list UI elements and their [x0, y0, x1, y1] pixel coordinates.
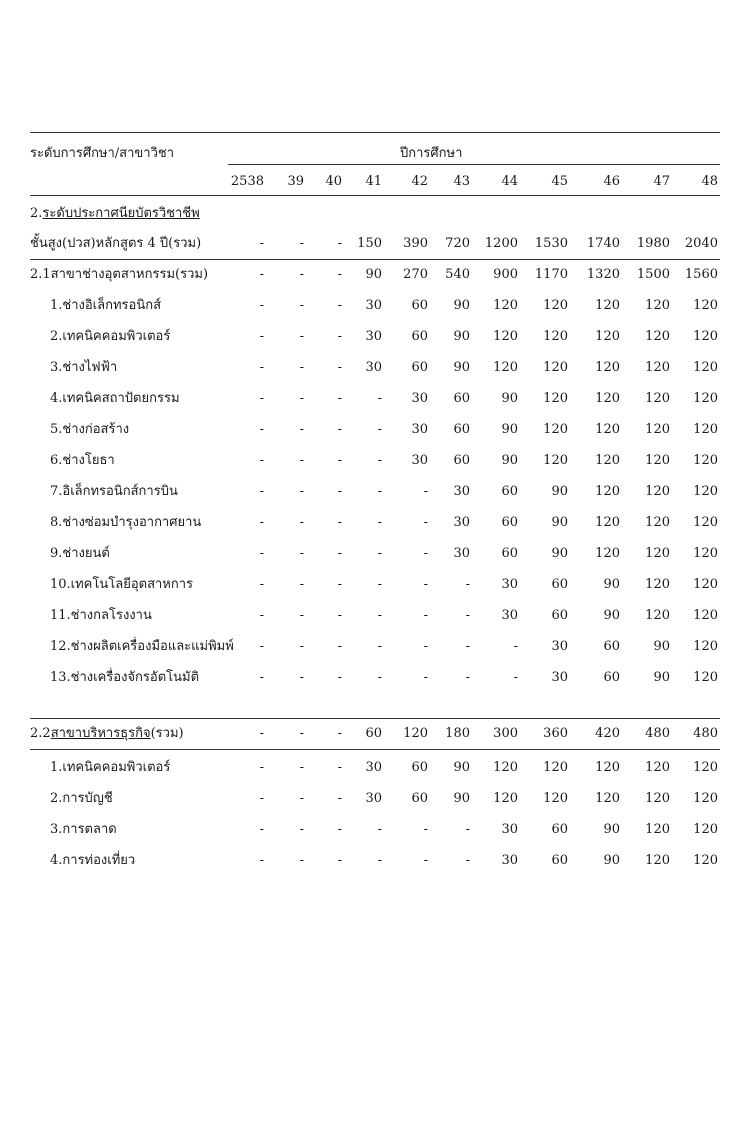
- table-cell: -: [259, 726, 264, 741]
- table-cell: 120: [543, 329, 568, 344]
- table-cell: 1500: [636, 267, 670, 282]
- table-cell: 120: [693, 577, 718, 592]
- row-label: 10.เทคโนโลยีอุตสาหการ: [50, 577, 194, 592]
- table-cell: -: [377, 608, 382, 623]
- row-label: 2.1สาขาช่างอุตสาหกรรม(รวม): [30, 267, 209, 282]
- year-header: 2538: [230, 174, 264, 189]
- table-cell: 120: [543, 760, 568, 775]
- table-cell: 120: [645, 791, 670, 806]
- table-cell: 60: [501, 546, 518, 561]
- table-cell: -: [377, 853, 382, 868]
- row-label: 9.ช่างยนต์: [50, 546, 110, 561]
- row-label: 8.ช่างซ่อมบำรุงอากาศยาน: [50, 515, 202, 530]
- row-label: ชั้นสูง(ปวส)หลักสูตร 4 ปี(รวม): [30, 236, 202, 251]
- table-cell: 120: [645, 298, 670, 313]
- table-cell: 120: [493, 360, 518, 375]
- table-cell: 1320: [586, 267, 620, 282]
- table-cell: -: [299, 329, 304, 344]
- table-cell: 90: [453, 791, 470, 806]
- year-header: 41: [365, 174, 382, 189]
- table-cell: -: [337, 298, 342, 313]
- table-cell: 120: [645, 608, 670, 623]
- left-title: ระดับการศึกษา/สาขาวิชา: [30, 146, 175, 161]
- table-cell: 30: [453, 515, 470, 530]
- table-cell: 60: [411, 760, 428, 775]
- table-cell: 90: [603, 608, 620, 623]
- table-cell: 120: [595, 391, 620, 406]
- table-cell: 90: [453, 298, 470, 313]
- table-cell: -: [259, 391, 264, 406]
- year-rule: [228, 164, 720, 165]
- table-cell: -: [423, 546, 428, 561]
- table-cell: -: [337, 360, 342, 375]
- row-label: 1.เทคนิคคอมพิวเตอร์: [50, 760, 171, 775]
- table-cell: 180: [445, 726, 470, 741]
- table-cell: -: [377, 670, 382, 685]
- table-cell: 1200: [484, 236, 518, 251]
- table-cell: -: [299, 546, 304, 561]
- table-cell: 30: [365, 329, 382, 344]
- table-cell: 90: [653, 670, 670, 685]
- table-cell: 60: [551, 853, 568, 868]
- table-cell: -: [299, 726, 304, 741]
- table-cell: 120: [595, 360, 620, 375]
- table-cell: -: [299, 670, 304, 685]
- table-cell: -: [299, 360, 304, 375]
- table-cell: 1980: [636, 236, 670, 251]
- table-cell: 30: [411, 391, 428, 406]
- table-cell: -: [259, 329, 264, 344]
- table-cell: -: [259, 791, 264, 806]
- table-cell: 120: [493, 791, 518, 806]
- table-cell: 60: [453, 453, 470, 468]
- year-header: 44: [501, 174, 518, 189]
- table-cell: -: [259, 639, 264, 654]
- table-cell: 60: [551, 822, 568, 837]
- table-cell: -: [259, 546, 264, 561]
- row-label: 7.อิเล็กทรอนิกส์การบิน: [50, 484, 178, 499]
- table-cell: 120: [543, 391, 568, 406]
- table-cell: -: [423, 853, 428, 868]
- table-cell: 30: [365, 760, 382, 775]
- table-cell: 120: [693, 515, 718, 530]
- table-cell: 120: [595, 484, 620, 499]
- table-cell: 120: [645, 853, 670, 868]
- table-cell: 60: [411, 329, 428, 344]
- table-cell: -: [299, 267, 304, 282]
- table-cell: -: [423, 608, 428, 623]
- table-cell: 30: [411, 422, 428, 437]
- table-cell: 120: [645, 391, 670, 406]
- table-cell: 120: [693, 546, 718, 561]
- table-cell: -: [423, 822, 428, 837]
- table-cell: -: [299, 236, 304, 251]
- table-cell: -: [337, 267, 342, 282]
- section-title: [30, 206, 200, 222]
- table-cell: 120: [693, 853, 718, 868]
- section-22-suffix: (รวม): [150, 726, 184, 741]
- table-cell: 120: [543, 422, 568, 437]
- table-cell: -: [259, 853, 264, 868]
- table-cell: 120: [493, 329, 518, 344]
- table-cell: -: [299, 608, 304, 623]
- table-cell: 120: [693, 422, 718, 437]
- table-cell: -: [337, 726, 342, 741]
- section-22-bottom-rule: [30, 749, 720, 750]
- table-cell: -: [299, 791, 304, 806]
- row-label: 6.ช่างโยธา: [50, 453, 115, 468]
- table-cell: 90: [653, 639, 670, 654]
- row-label: 13.ช่างเครื่องจักรอัตโนมัติ: [50, 670, 200, 685]
- table-cell: 420: [595, 726, 620, 741]
- table-cell: -: [337, 760, 342, 775]
- table-cell: 120: [595, 546, 620, 561]
- table-cell: 120: [693, 453, 718, 468]
- section-22-underlined: สาขาบริหารธุรกิจ: [50, 726, 151, 741]
- year-header: 48: [701, 174, 718, 189]
- table-cell: 30: [365, 360, 382, 375]
- row-label: 12.ช่างผลิตเครื่องมือและแม่พิมพ์: [50, 639, 234, 654]
- table-cell: -: [299, 298, 304, 313]
- table-cell: -: [259, 484, 264, 499]
- table-cell: -: [423, 639, 428, 654]
- table-cell: -: [337, 822, 342, 837]
- table-cell: 120: [543, 360, 568, 375]
- table-cell: 30: [551, 670, 568, 685]
- table-cell: 120: [645, 360, 670, 375]
- table-cell: 120: [543, 453, 568, 468]
- table-cell: 120: [595, 760, 620, 775]
- table-cell: -: [465, 577, 470, 592]
- table-cell: 360: [543, 726, 568, 741]
- table-cell: 120: [595, 791, 620, 806]
- table-cell: -: [259, 760, 264, 775]
- row-label: 4.การท่องเที่ยว: [50, 853, 136, 868]
- table-cell: -: [337, 608, 342, 623]
- table-cell: -: [259, 515, 264, 530]
- table-cell: -: [465, 853, 470, 868]
- table-cell: 120: [693, 329, 718, 344]
- table-cell: -: [337, 391, 342, 406]
- table-cell: -: [337, 791, 342, 806]
- table-cell: 120: [645, 577, 670, 592]
- table-cell: 30: [453, 546, 470, 561]
- table-cell: 120: [543, 298, 568, 313]
- section-22-top-rule: [30, 718, 720, 719]
- table-cell: -: [259, 577, 264, 592]
- row-label: 3.ช่างไฟฟ้า: [50, 360, 118, 375]
- table-cell: -: [299, 822, 304, 837]
- year-header: 45: [551, 174, 568, 189]
- table-cell: 120: [693, 791, 718, 806]
- table-cell: -: [337, 639, 342, 654]
- table-cell: -: [337, 853, 342, 868]
- table-cell: 1530: [534, 236, 568, 251]
- table-cell: 30: [501, 822, 518, 837]
- table-cell: -: [377, 546, 382, 561]
- table-cell: -: [337, 329, 342, 344]
- table-cell: 120: [693, 639, 718, 654]
- table-cell: 900: [493, 267, 518, 282]
- table-cell: -: [377, 577, 382, 592]
- table-cell: -: [259, 236, 264, 251]
- table-cell: 120: [645, 546, 670, 561]
- table-cell: 90: [501, 422, 518, 437]
- year-header: 40: [325, 174, 342, 189]
- table-cell: 60: [453, 422, 470, 437]
- table-cell: -: [299, 422, 304, 437]
- table-cell: 120: [493, 760, 518, 775]
- table-cell: 30: [411, 453, 428, 468]
- row-rule: [30, 259, 720, 260]
- table-cell: -: [299, 391, 304, 406]
- table-cell: 1170: [534, 267, 568, 282]
- table-cell: 120: [645, 822, 670, 837]
- table-cell: -: [337, 453, 342, 468]
- table-cell: 90: [365, 267, 382, 282]
- table-cell: 120: [693, 360, 718, 375]
- year-header: 42: [411, 174, 428, 189]
- table-cell: 120: [595, 453, 620, 468]
- table-cell: 60: [411, 791, 428, 806]
- table-cell: 30: [551, 639, 568, 654]
- table-cell: 60: [551, 577, 568, 592]
- table-cell: -: [465, 639, 470, 654]
- table-cell: 30: [365, 791, 382, 806]
- table-cell: -: [299, 639, 304, 654]
- table-cell: 120: [693, 670, 718, 685]
- table-cell: 720: [445, 236, 470, 251]
- table-cell: -: [377, 515, 382, 530]
- table-cell: 60: [603, 639, 620, 654]
- table-cell: 90: [551, 546, 568, 561]
- table-cell: 90: [603, 822, 620, 837]
- table-cell: 300: [493, 726, 518, 741]
- table-cell: 150: [357, 236, 382, 251]
- table-cell: 90: [551, 515, 568, 530]
- table-cell: 60: [603, 670, 620, 685]
- table-cell: 1740: [586, 236, 620, 251]
- table-cell: -: [513, 670, 518, 685]
- table-cell: 90: [603, 853, 620, 868]
- table-cell: 90: [501, 453, 518, 468]
- year-header: 43: [453, 174, 470, 189]
- table-cell: 480: [693, 726, 718, 741]
- table-cell: -: [259, 608, 264, 623]
- table-cell: 120: [403, 726, 428, 741]
- table-cell: 120: [645, 422, 670, 437]
- table-cell: 90: [551, 484, 568, 499]
- table-cell: 480: [645, 726, 670, 741]
- table-cell: 120: [645, 484, 670, 499]
- table-cell: 120: [693, 484, 718, 499]
- table-cell: 120: [595, 329, 620, 344]
- table-cell: -: [259, 422, 264, 437]
- table-cell: -: [259, 822, 264, 837]
- row-label: 5.ช่างก่อสร้าง: [50, 422, 130, 437]
- table-cell: 90: [453, 760, 470, 775]
- table-cell: -: [299, 515, 304, 530]
- table-cell: -: [377, 391, 382, 406]
- table-cell: -: [513, 639, 518, 654]
- table-cell: 30: [501, 853, 518, 868]
- table-cell: 270: [403, 267, 428, 282]
- table-cell: 120: [595, 515, 620, 530]
- table-cell: -: [299, 577, 304, 592]
- section-22-prefix: 2.2: [30, 726, 51, 741]
- table-cell: -: [377, 453, 382, 468]
- table-cell: 120: [693, 298, 718, 313]
- table-cell: 90: [501, 391, 518, 406]
- row-label: 3.การตลาด: [50, 822, 117, 837]
- year-header: 46: [603, 174, 620, 189]
- table-cell: -: [299, 760, 304, 775]
- table-cell: 60: [365, 726, 382, 741]
- table-cell: -: [377, 422, 382, 437]
- table-cell: 60: [551, 608, 568, 623]
- table-cell: 30: [453, 484, 470, 499]
- table-cell: 30: [365, 298, 382, 313]
- table-cell: 60: [501, 484, 518, 499]
- table-cell: -: [337, 546, 342, 561]
- table-cell: 120: [645, 760, 670, 775]
- table-cell: -: [259, 267, 264, 282]
- year-title: ปีการศึกษา: [400, 146, 463, 161]
- section-prefix: 2.: [30, 206, 43, 221]
- table-cell: -: [465, 608, 470, 623]
- table-cell: -: [465, 822, 470, 837]
- year-header: 47: [653, 174, 670, 189]
- table-cell: -: [337, 577, 342, 592]
- table-cell: 390: [403, 236, 428, 251]
- table-cell: -: [337, 670, 342, 685]
- row-label: 2.การบัญชี: [50, 791, 113, 806]
- table-cell: -: [423, 515, 428, 530]
- table-cell: -: [465, 670, 470, 685]
- table-cell: -: [299, 853, 304, 868]
- table-cell: 120: [645, 453, 670, 468]
- table-cell: 90: [603, 577, 620, 592]
- table-cell: 60: [411, 298, 428, 313]
- table-cell: 1560: [684, 267, 718, 282]
- table-cell: 60: [411, 360, 428, 375]
- table-cell: -: [337, 422, 342, 437]
- row-label: 2.เทคนิคคอมพิวเตอร์: [50, 329, 171, 344]
- table-cell: 90: [453, 360, 470, 375]
- table-cell: 120: [693, 391, 718, 406]
- header-bottom-rule: [30, 195, 720, 196]
- row-label: 1.ช่างอิเล็กทรอนิกส์: [50, 298, 162, 313]
- table-top-rule: [30, 132, 720, 133]
- table-cell: 90: [453, 329, 470, 344]
- table-cell: 120: [693, 760, 718, 775]
- table-cell: -: [423, 670, 428, 685]
- section-underlined: ระดับประกาศนียบัตรวิชาชีพ: [42, 206, 200, 221]
- table-cell: 120: [645, 329, 670, 344]
- table-cell: 60: [453, 391, 470, 406]
- table-cell: -: [423, 577, 428, 592]
- table-cell: 120: [493, 298, 518, 313]
- table-cell: 120: [595, 298, 620, 313]
- table-cell: -: [377, 639, 382, 654]
- table-cell: -: [299, 453, 304, 468]
- section-22-label: [30, 726, 184, 742]
- table-cell: 2040: [684, 236, 718, 251]
- year-header: 39: [287, 174, 304, 189]
- table-cell: 120: [645, 515, 670, 530]
- table-cell: 120: [693, 822, 718, 837]
- table-cell: 120: [693, 608, 718, 623]
- table-cell: 120: [543, 791, 568, 806]
- table-cell: -: [337, 515, 342, 530]
- table-cell: -: [337, 236, 342, 251]
- table-cell: -: [259, 670, 264, 685]
- table-cell: -: [337, 484, 342, 499]
- row-label: 4.เทคนิคสถาปัตยกรรม: [50, 391, 180, 406]
- table-cell: -: [299, 484, 304, 499]
- table-cell: -: [259, 360, 264, 375]
- table-cell: -: [377, 822, 382, 837]
- table-cell: -: [259, 453, 264, 468]
- table-cell: 120: [595, 422, 620, 437]
- table-cell: -: [423, 484, 428, 499]
- table-cell: 60: [501, 515, 518, 530]
- table-cell: -: [377, 484, 382, 499]
- table-cell: 540: [445, 267, 470, 282]
- table-cell: 30: [501, 577, 518, 592]
- table-cell: 30: [501, 608, 518, 623]
- row-label: 11.ช่างกลโรงงาน: [50, 608, 152, 623]
- table-cell: -: [259, 298, 264, 313]
